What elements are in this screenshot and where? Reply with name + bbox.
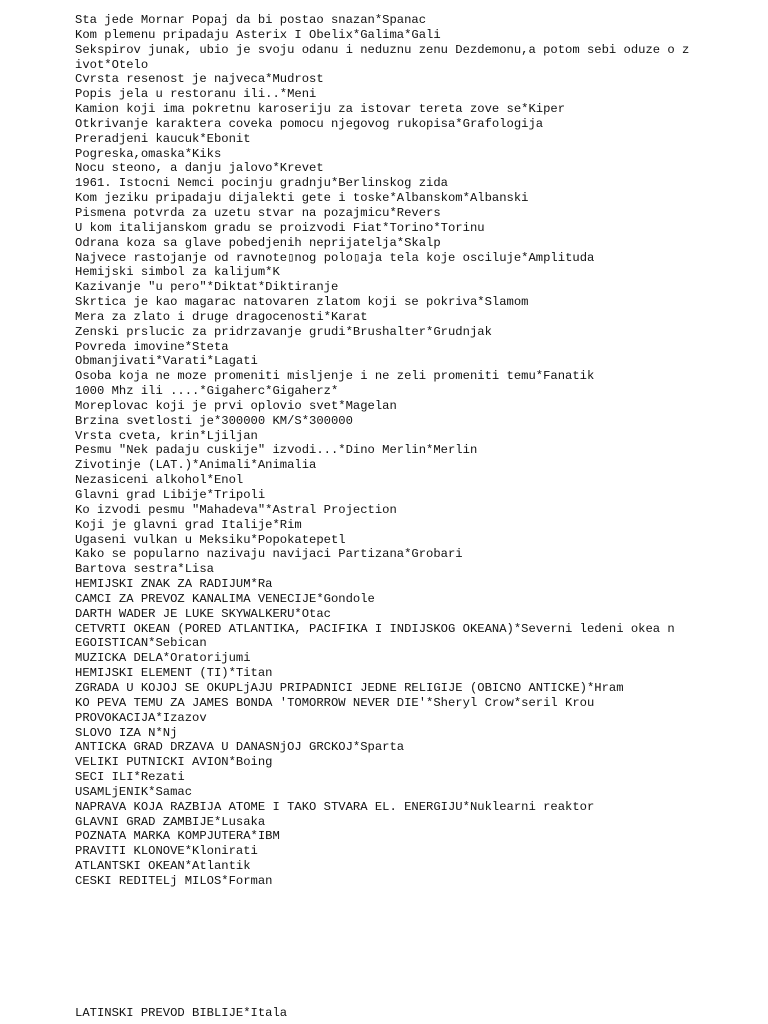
document-page: [75, 13, 695, 889]
quiz-line: Kazivanje "u pero"*Diktat*Diktiranje: [75, 280, 339, 295]
quiz-line: ATLANTSKI OKEAN*Atlantik: [75, 859, 251, 874]
quiz-line: Koji je glavni grad Italije*Rim: [75, 517, 302, 532]
quiz-line: HEMIJSKI ELEMENT (TI)*Titan: [75, 666, 273, 681]
quiz-line: HEMIJSKI ZNAK ZA RADIJUM*Ra: [75, 577, 273, 592]
quiz-line: SLOVO IZA N*Nj: [75, 725, 178, 740]
quiz-line: Nezasiceni alkohol*Enol: [75, 473, 244, 488]
quiz-line: GLAVNI GRAD ZAMBIJE*Lusaka: [75, 814, 266, 829]
quiz-line: Obmanjivati*Varati*Lagati: [75, 354, 258, 369]
quiz-line: Skrtica je kao magarac natovaren zlatom koji se pokriva*Slamom: [75, 295, 529, 310]
quiz-line: Zenski prslucic za pridrzavanje grudi*Brushalter*Grudnjak: [75, 324, 492, 339]
quiz-line: Ko izvodi pesmu "Mahadeva"*Astral Projection: [75, 502, 397, 517]
quiz-line: CESKI REDITELj MILOS*Forman: [75, 873, 273, 888]
quiz-line: Otkrivanje karaktera coveka pomocu njegovog rukopisa*Grafologija: [75, 116, 544, 131]
quiz-line: Kamion koji ima pokretnu karoseriju za istovar tereta zove se*Kiper: [75, 102, 566, 117]
quiz-line: Moreplovac koji je prvi oplovio svet*Magelan: [75, 398, 397, 413]
quiz-line: Preradjeni kaucuk*Ebonit: [75, 131, 251, 146]
quiz-lines: [75, 13, 695, 889]
quiz-line: Pogreska,omaska*Kiks: [75, 146, 222, 161]
quiz-line: Bartova sestra*Lisa: [75, 562, 214, 577]
quiz-line: Sekspirov junak, ubio je svoju odanu i neduznu zenu Dezdemonu,a potom sebi oduze o zivot*Otelo: [75, 42, 690, 72]
quiz-line: PROVOKACIJA*Izazov: [75, 710, 207, 725]
quiz-line: U kom italijanskom gradu se proizvodi Fiat*Torino*Torinu: [75, 220, 485, 235]
quiz-line: Nocu steono, a danju jalovo*Krevet: [75, 161, 324, 176]
quiz-line: Kom jeziku pripadaju dijalekti gete i toske*Albanskom*Albanski: [75, 191, 529, 206]
quiz-line: VELIKI PUTNICKI AVION*Boing: [75, 755, 273, 770]
quiz-line: Cvrsta resenost je najveca*Mudrost: [75, 72, 324, 87]
quiz-line: SECI ILI*Rezati: [75, 770, 185, 785]
quiz-line: EGOISTICAN*Sebican: [75, 636, 207, 651]
quiz-line: ANTICKA GRAD DRZAVA U DANASNjOJ GRCKOJ*Sparta: [75, 740, 405, 755]
quiz-line: Pismena potvrda za uzetu stvar na pozajmicu*Revers: [75, 205, 441, 220]
quiz-line: Povreda imovine*Steta: [75, 339, 229, 354]
quiz-line: POZNATA MARKA KOMPJUTERA*IBM: [75, 829, 280, 844]
quiz-line: MUZICKA DELA*Oratorijumi: [75, 651, 251, 666]
quiz-line: Hemijski simbol za kalijum*K: [75, 265, 280, 280]
quiz-line: NAPRAVA KOJA RAZBIJA ATOME I TAKO STVARA EL. ENERGIJU*Nuklearni reaktor: [75, 799, 595, 814]
quiz-line: Odrana koza sa glave pobedjenih neprijatelja*Skalp: [75, 235, 441, 250]
quiz-line: Najvece rastojanje od ravnote▯nog polo▯aja tela koje osciluje*Amplituda: [75, 250, 595, 265]
footer-line: LATINSKI PREVOD BIBLIJE*Itala: [75, 1006, 288, 1020]
quiz-line: ZGRADA U KOJOJ SE OKUPLjAJU PRIPADNICI JEDNE RELIGIJE (OBICNO ANTICKE)*Hram: [75, 680, 624, 695]
quiz-line: CAMCI ZA PREVOZ KANALIMA VENECIJE*Gondole: [75, 591, 375, 606]
quiz-line: 1961. Istocni Nemci pocinju gradnju*Berlinskog zida: [75, 176, 448, 191]
quiz-line: Kom plemenu pripadaju Asterix I Obelix*Galima*Gali: [75, 27, 441, 42]
quiz-line: Sta jede Mornar Popaj da bi postao snazan*Spanac: [75, 13, 427, 27]
quiz-line: Mera za zlato i druge dragocenosti*Karat: [75, 309, 368, 324]
quiz-line: Vrsta cveta, krin*Ljiljan: [75, 428, 258, 443]
quiz-line: Kako se popularno nazivaju navijaci Partizana*Grobari: [75, 547, 463, 562]
quiz-line: Glavni grad Libije*Tripoli: [75, 488, 266, 502]
quiz-line: Brzina svetlosti je*300000 KM/S*300000: [75, 413, 353, 428]
quiz-line: Zivotinje (LAT.)*Animali*Animalia: [75, 458, 317, 473]
quiz-line: Ugaseni vulkan u Meksiku*Popokatepetl: [75, 532, 346, 547]
quiz-line: CETVRTI OKEAN (PORED ATLANTIKA, PACIFIKA I INDIJSKOG OKEANA)*Severni ledeni okea n: [75, 621, 675, 636]
quiz-line: DARTH WADER JE LUKE SKYWALKERU*Otac: [75, 606, 331, 621]
quiz-line: KO PEVA TEMU ZA JAMES BONDA 'TOMORROW NEVER DIE'*Sheryl Crow*seril Krou: [75, 695, 595, 710]
quiz-line: USAMLjENIK*Samac: [75, 784, 193, 799]
quiz-line: Pesmu "Nek padaju cuskije" izvodi...*Dino Merlin*Merlin: [75, 443, 478, 458]
quiz-line: 1000 Mhz ili ....*Gigaherc*Gigaherz*: [75, 384, 339, 399]
quiz-line: Popis jela u restoranu ili..*Meni: [75, 87, 317, 102]
quiz-line: PRAVITI KLONOVE*Klonirati: [75, 844, 258, 859]
quiz-line: Osoba koja ne moze promeniti misljenje i ne zeli promeniti temu*Fanatik: [75, 369, 595, 384]
